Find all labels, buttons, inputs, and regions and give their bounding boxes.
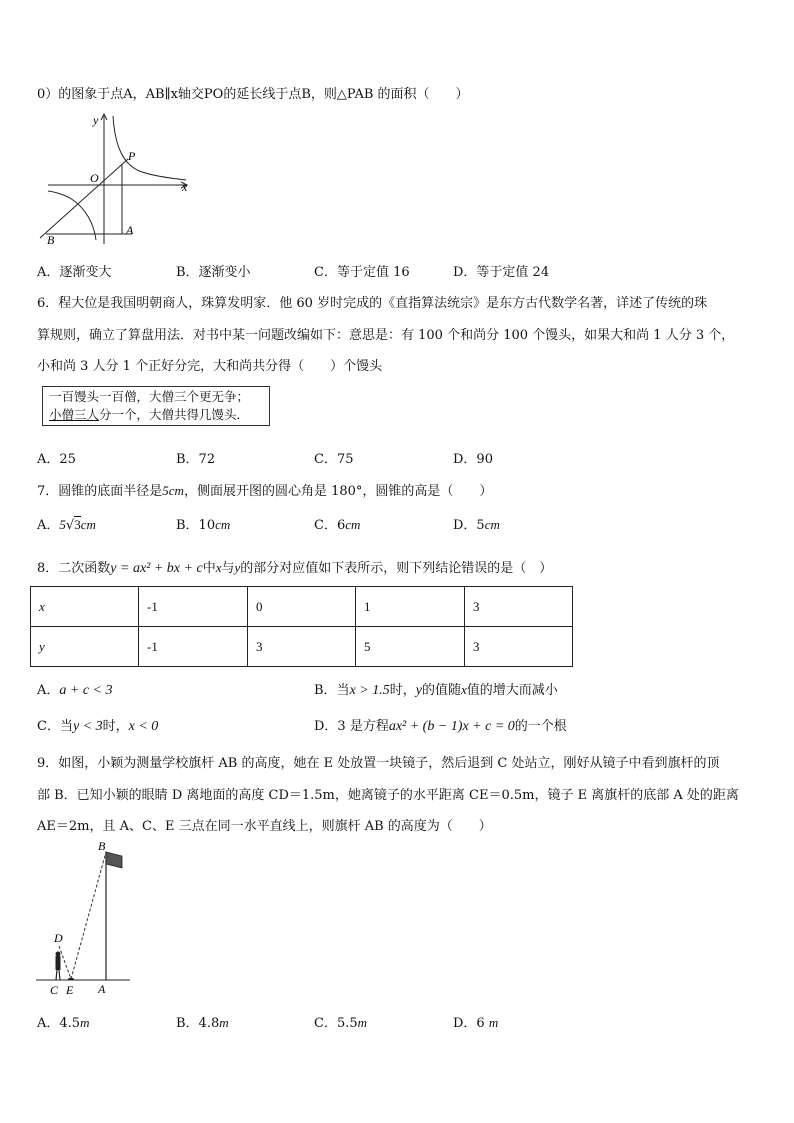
q6-poem-line-1: 一百馒头一百僧，大僧三个更无争； xyxy=(49,389,250,404)
q8-opt-a-label: A． xyxy=(37,683,60,698)
table-cell: 0 xyxy=(248,587,356,627)
q6-line-2: 算规则，确立了算盘用法．对书中某一问题改编如下：意思是：有 100 个和尚分 100 个馒头，如果大和尚 1 人分 3 个， xyxy=(37,328,735,343)
q8-opt-c-cond: y < 3 xyxy=(72,719,103,734)
q8-opt-d-equation: ax² + (b − 1)x + c = 0 xyxy=(388,719,515,734)
q8-option-c[interactable] xyxy=(37,715,158,735)
q7-stem-pre: 7．圆锥的底面半径是 xyxy=(37,484,163,499)
q5-option-a[interactable]: A．逐渐变大 xyxy=(37,265,112,280)
q6-option-c[interactable]: C．75 xyxy=(314,452,354,467)
q5-hyperbola-lower xyxy=(48,191,96,240)
table-header-x: x xyxy=(31,587,139,627)
sqrt-icon: √ xyxy=(65,518,75,533)
q9-mirror xyxy=(68,978,74,980)
table-cell: 5 xyxy=(356,627,465,667)
table-header-y: y xyxy=(31,627,139,667)
q9-sightline-de xyxy=(59,946,71,979)
q7-opt-a-coef: 5 xyxy=(59,517,66,532)
q8-var-x: x xyxy=(215,560,222,575)
q8-opt-d-label: D．3 是方程 xyxy=(314,719,389,734)
q6-option-b[interactable]: B．72 xyxy=(176,452,216,467)
q9-figure xyxy=(36,838,134,1000)
q5-figure xyxy=(36,112,196,246)
q8-opt-c-result: x < 0 xyxy=(128,719,159,734)
q9-line-1: 9．如图，小颖为测量学校旗杆 AB 的高度，她在 E 处放置一块镜子，然后退到 C 处站立，刚好从镜子中看到旗杆的顶 xyxy=(37,756,720,771)
q7-opt-b-text: B．10 xyxy=(176,518,216,533)
q7-opt-a-radicand: 3 xyxy=(74,517,81,532)
q8-opt-b-text3: 值的增大而减小 xyxy=(466,683,558,698)
q9-label-b: B xyxy=(98,839,106,853)
q8-opt-b-y: y xyxy=(415,683,422,698)
q5-label-p: P xyxy=(128,149,136,163)
table-cell: 3 xyxy=(248,627,356,667)
q8-opt-b-cond: x > 1.5 xyxy=(349,683,390,698)
q7-option-a[interactable] xyxy=(37,514,96,533)
q7-opt-a-unit: cm xyxy=(80,517,96,532)
q9-label-a: A xyxy=(98,982,106,996)
q8-stem-mid1: 中 xyxy=(202,561,216,576)
q7-opt-d-unit: cm xyxy=(484,517,500,532)
q9-line-3: AE＝2m，且 A、C、E 三点在同一水平直线上，则旗杆 AB 的高度为（ ） xyxy=(37,819,492,834)
q9-option-d[interactable] xyxy=(453,1012,498,1031)
q9-opt-d-text: D．6 xyxy=(453,1016,489,1031)
q8-stem-mid2: 与 xyxy=(221,561,235,576)
q9-label-c: C xyxy=(50,983,59,997)
q6-line-3: 小和尚 3 人分 1 个正好分完，大和尚共分得（ ）个馒头 xyxy=(37,359,383,374)
table-cell: 3 xyxy=(465,627,573,667)
q9-opt-d-unit: m xyxy=(488,1015,499,1030)
q7-radius: 5 xyxy=(162,483,169,498)
q8-function: y = ax² + bx + c xyxy=(110,561,203,576)
q9-opt-c-unit: m xyxy=(357,1015,368,1030)
q8-value-table xyxy=(30,586,573,667)
q7-stem-post: ，侧面展开图的圆心角是 180°，圆锥的高是（ ） xyxy=(183,484,493,499)
q8-opt-d-text: 的一个根 xyxy=(514,719,567,734)
q6-option-a[interactable]: A．25 xyxy=(37,452,76,467)
q7-opt-d-text: D．5 xyxy=(453,518,485,533)
q5-label-o: O xyxy=(90,171,99,185)
q7-opt-c-text: C．6 xyxy=(314,518,346,533)
q6-option-d[interactable]: D．90 xyxy=(453,452,493,467)
q9-line-2: 部 B．已知小颖的眼睛 D 离地面的高度 CD＝1.5m，她离镜子的水平距离 CE＝0.5m，镜子 E 离旗杆的底部 A 处的距离 xyxy=(37,788,739,803)
table-cell: -1 xyxy=(139,627,248,667)
q8-option-a[interactable] xyxy=(37,679,113,699)
q8-stem-post: 的部分对应值如下表所示，则下列结论错误的是（ ） xyxy=(240,561,553,576)
q9-option-b[interactable] xyxy=(176,1012,229,1031)
q8-opt-c-text: 时， xyxy=(102,719,129,734)
q7-opt-a-label: A． xyxy=(37,518,60,533)
q7-radius-unit: cm xyxy=(168,483,184,498)
q9-flag xyxy=(106,852,122,868)
q7-opt-c-unit: cm xyxy=(345,517,361,532)
q7-option-b[interactable] xyxy=(176,514,230,533)
table-row xyxy=(31,627,573,667)
q7-option-c[interactable] xyxy=(314,514,360,533)
q9-opt-b-unit: m xyxy=(219,1015,229,1030)
q9-label-e: E xyxy=(66,983,74,997)
q8-opt-b-text1: 时， xyxy=(389,683,416,698)
q5-label-b: B xyxy=(47,233,55,246)
q5-option-c[interactable]: C．等于定值 16 xyxy=(314,265,410,280)
q8-opt-b-text2: 的值随 xyxy=(421,683,461,698)
q7-option-d[interactable] xyxy=(453,514,500,533)
q5-line-bp xyxy=(40,159,128,238)
q5-option-d[interactable]: D．等于定值 24 xyxy=(453,265,550,280)
table-cell: 3 xyxy=(465,587,573,627)
q7-opt-b-unit: cm xyxy=(215,517,231,532)
q8-opt-c-label: C．当 xyxy=(37,719,73,734)
table-row xyxy=(31,587,573,627)
q9-opt-a-unit: m xyxy=(80,1015,90,1030)
q8-option-d[interactable] xyxy=(314,715,567,735)
q8-opt-b-x: x xyxy=(460,682,467,697)
q9-label-d: D xyxy=(54,931,63,945)
table-cell: 1 xyxy=(356,587,465,627)
q6-poem-2c: 分一个，大僧共得几馒头． xyxy=(99,407,250,422)
q5-label-x: x xyxy=(182,180,188,194)
q9-option-a[interactable] xyxy=(37,1012,89,1031)
q8-option-b[interactable] xyxy=(314,679,558,699)
q9-opt-b-text: B．4.8 xyxy=(176,1016,220,1031)
q6-poem-box xyxy=(42,386,270,426)
table-cell: -1 xyxy=(139,587,248,627)
q6-poem-2a: 小僧 xyxy=(49,407,75,422)
q8-opt-b-label: B．当 xyxy=(314,683,350,698)
q5-stem: 0）的图象于点A，AB∥x轴交PO的延长线于点B，则△PAB 的面积（ ） xyxy=(37,87,469,102)
q6-poem-2b: 三人 xyxy=(74,407,100,422)
q8-var-y: y xyxy=(234,560,241,575)
q8-opt-a-expr: a + c < 3 xyxy=(59,683,113,698)
q5-label-y: y xyxy=(93,113,99,127)
q9-sightline-eb xyxy=(71,852,106,979)
q9-opt-c-text: C．5.5 xyxy=(314,1016,358,1031)
q7-stem xyxy=(37,480,492,499)
q8-stem xyxy=(37,557,552,577)
q9-option-c[interactable] xyxy=(314,1012,367,1031)
person-icon xyxy=(56,952,61,981)
q5-hyperbola-upper xyxy=(113,116,186,180)
q6-poem-line-2 xyxy=(49,406,263,424)
q5-option-b[interactable]: B．逐渐变小 xyxy=(176,265,251,280)
q5-label-a: A xyxy=(126,223,134,237)
q8-stem-pre: 8．二次函数 xyxy=(37,561,111,576)
q6-line-1: 6．程大位是我国明朝商人，珠算发明家．他 60 岁时完成的《直指算法统宗》是东方古代数学名著，详述了传统的珠 xyxy=(37,296,708,311)
q9-opt-a-text: A．4.5 xyxy=(37,1016,81,1031)
